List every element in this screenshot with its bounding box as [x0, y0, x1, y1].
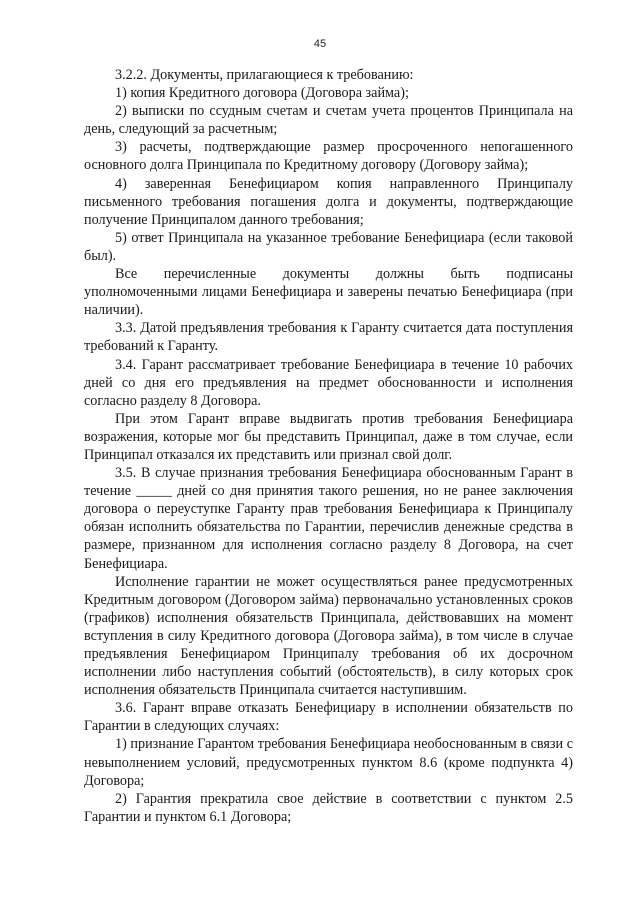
paragraph-signatures: Все перечисленные документы должны быть подписаны уполномоченными лицами Бенефициара и заверены печатью Бенефициара (при наличии).: [84, 266, 573, 319]
paragraph-3-4: 3.4. Гарант рассматривает требование Бенефициара в течение 10 рабочих дней со дня его предъявления на предмет обоснованности и исполнения согласно разделу 8 Договора.: [84, 356, 573, 409]
paragraph-3-5: 3.5. В случае признания требования Бенефициара обоснованным Гарант в течение _____ дней со дня принятия такого решения, но не ранее заключения договора о переуступке Гаранту прав требования Бенефициара к Принципалу обязан исполнить обязательства по Гарантии, перечислив денежные средства в размере, признанном для исполнения согласно разделу 8 Договора, на счет Бенефициара.: [84, 465, 573, 572]
paragraph-objections: При этом Гарант вправе выдвигать против требования Бенефициара возражения, которые мог бы представить Принципал, даже в том случае, если Принципал отказался их представить или признал свой долг.: [84, 410, 573, 463]
paragraph-3-2-2: 3.2.2. Документы, прилагающиеся к требованию:: [115, 67, 414, 83]
refusal-item-1: 1) признание Гарантом требования Бенефициара необоснованным в связи с невыполнением условий, предусмотренных пунктом 8.6 (кроме подпункта 4) Договора;: [84, 736, 573, 789]
paragraph-execution: Исполнение гарантии не может осуществляться ранее предусмотренных Кредитным договором (Договором займа) первоначально установленных сроков (графиков) исполнения обязательств Принципала, действовавших на момент вступления в силу Кредитного договора (Договора займа), в том числе в случае предъявления Бенефициаром Принципалу требования об их досрочном исполнении либо наступления событий (обстоятельств), в силу которых срок исполнения обязательств Принципала считается наступившим.: [84, 573, 573, 699]
list-item-3: 3) расчеты, подтверждающие размер просроченного непогашенного основного долга Принципала по Кредитному договору (Договору займа);: [84, 139, 573, 174]
document-body: [84, 66, 573, 826]
paragraph-3-6: 3.6. Гарант вправе отказать Бенефициару в исполнении обязательств по Гарантии в следующих случаях:: [84, 700, 573, 735]
list-item-5: 5) ответ Принципала на указанное требование Бенефициара (если таковой был).: [84, 229, 573, 264]
list-item-1: 1) копия Кредитного договора (Договора займа);: [115, 85, 409, 102]
list-item-4: 4) заверенная Бенефициаром копия направленного Принципалу письменного требования погашения долга и документы, подтверждающие получение Принципалом данного требования;: [84, 175, 573, 228]
list-item-2: 2) выписки по ссудным счетам и счетам учета процентов Принципала на день, следующий за расчетным;: [84, 103, 573, 138]
paragraph-3-3: 3.3. Датой предъявления требования к Гаранту считается дата поступления требований к Гаранту.: [84, 320, 573, 355]
refusal-item-2: 2) Гарантия прекратила свое действие в соответствии с пунктом 2.5 Гарантии и пунктом 6.1 Договора;: [84, 790, 573, 825]
page-number: 45: [313, 38, 327, 50]
